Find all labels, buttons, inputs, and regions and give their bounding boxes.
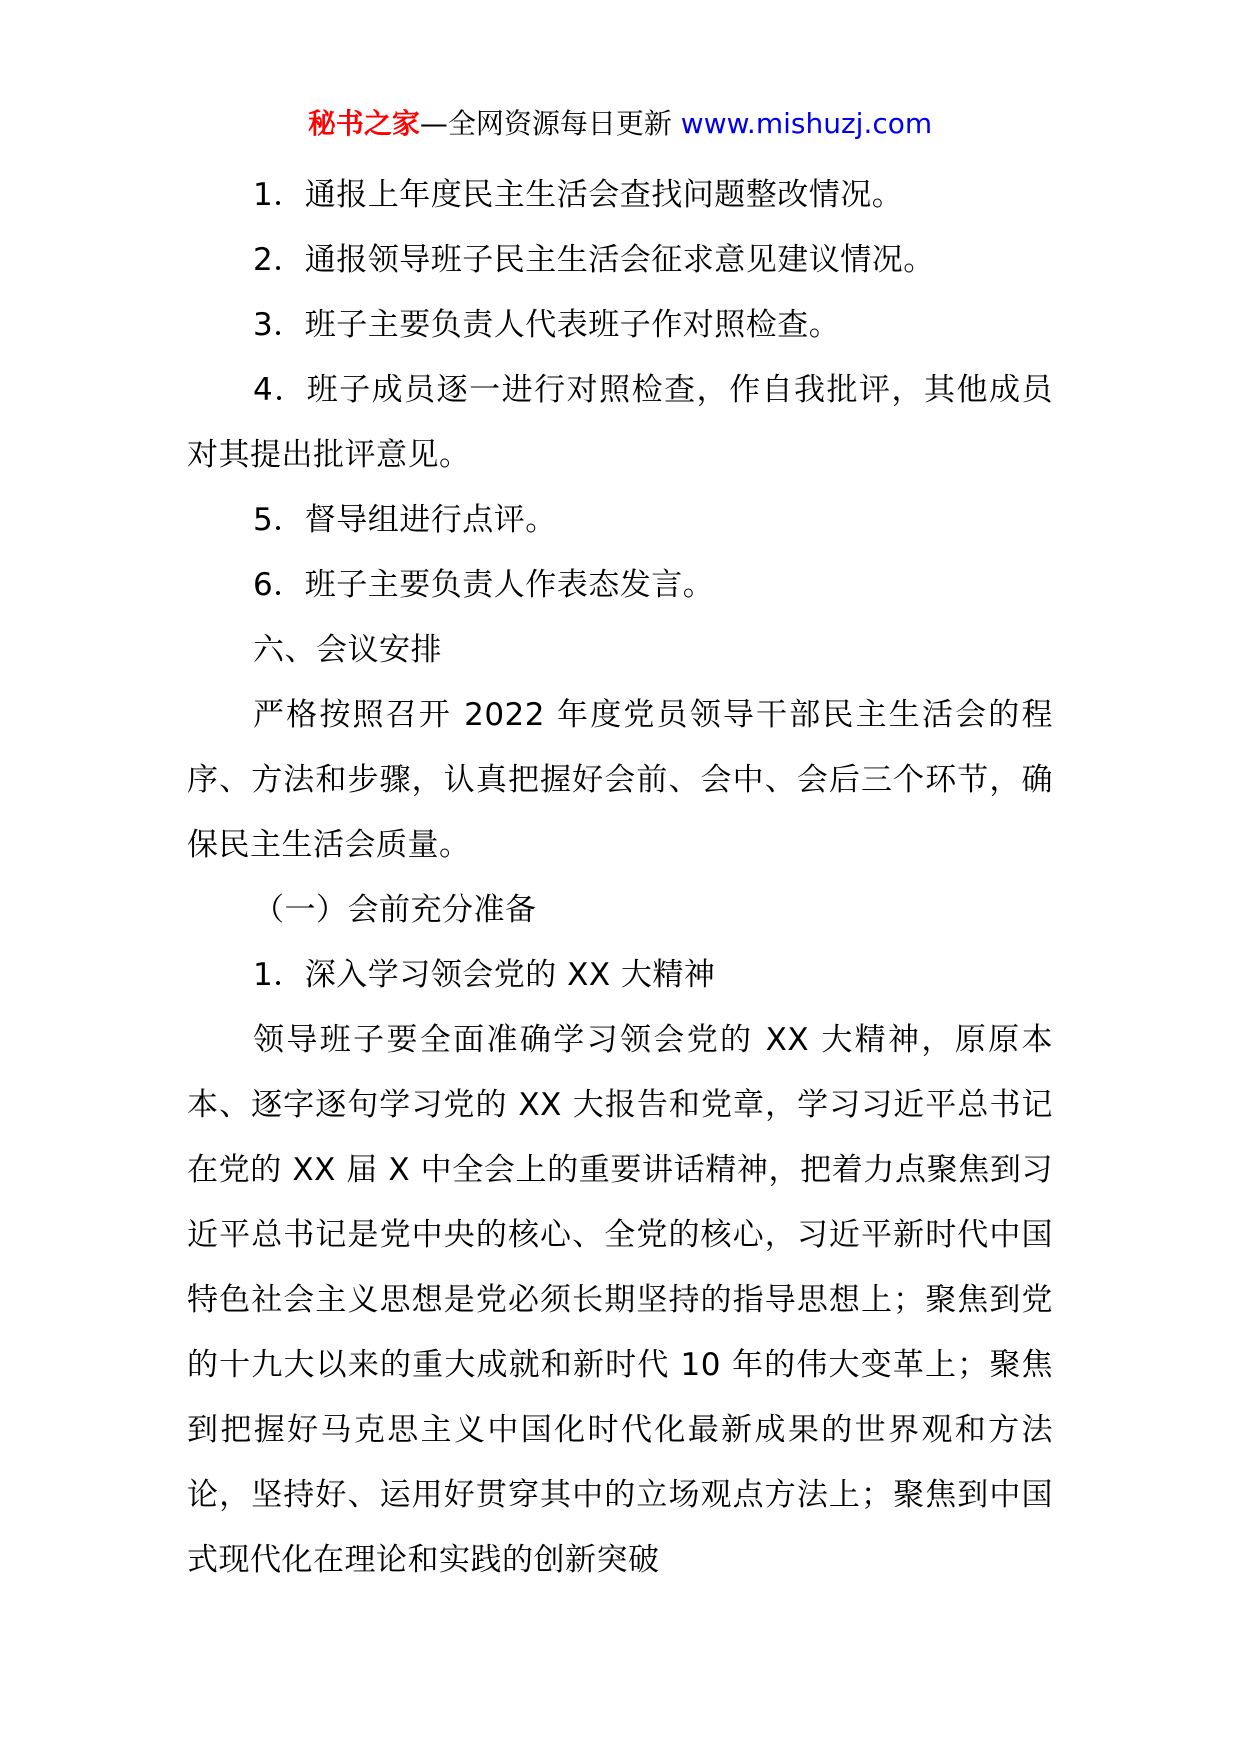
section-heading-meeting-arrangement: 六、会议安排 bbox=[253, 632, 442, 668]
brand-name: 秘书之家 bbox=[307, 107, 420, 140]
paragraph-item-3: 3．班子主要负责人代表班子作对照检查。 bbox=[253, 307, 841, 343]
paragraph-item-1: 1．通报上年度民主生活会查找问题整改情况。 bbox=[253, 177, 904, 213]
document-body bbox=[187, 163, 1053, 1593]
site-watermark-header bbox=[0, 100, 1240, 148]
paragraph-study-details: 领导班子要全面准确学习领会党的 XX 大精神，原原本本、逐字逐句学习党的 XX 大报告和党章，学习习近平总书记在党的 XX 届 X 中全会上的重要讲话精神，把着力点聚焦到习近平总书记是党中央的核心、全党的核心，习近平新时代中国特色社会主义思想是党必须长期坚持的指导思想上；聚焦到党的十九大以来的重大成就和新时代 10 年的伟大变革上；聚焦到把握好马克思主义中国化时代化最新成果的世界观和方法论，坚持好、运用好贯穿其中的立场观点方法上；聚焦到中国式现代化在理论和实践的创新突破 bbox=[187, 1022, 1053, 1578]
item-heading-study: 1．深入学习领会党的 XX 大精神 bbox=[253, 957, 716, 993]
paragraph-procedure: 严格按照召开 2022 年度党员领导干部民主生活会的程序、方法和步骤，认真把握好会前、会中、会后三个环节，确保民主生活会质量。 bbox=[187, 697, 1053, 863]
paragraph-item-2: 2．通报领导班子民主生活会征求意见建议情况。 bbox=[253, 242, 935, 278]
paragraph-item-5: 5．督导组进行点评。 bbox=[253, 502, 557, 538]
subsection-heading-preparation: （一）会前充分准备 bbox=[253, 892, 537, 928]
site-url: www.mishuzj.com bbox=[680, 107, 933, 140]
paragraph-item-6: 6．班子主要负责人作表态发言。 bbox=[253, 567, 715, 603]
brand-tagline: —全网资源每日更新 bbox=[419, 107, 672, 140]
paragraph-item-4: 4．班子成员逐一进行对照检查，作自我批评，其他成员对其提出批评意见。 bbox=[187, 372, 1053, 473]
